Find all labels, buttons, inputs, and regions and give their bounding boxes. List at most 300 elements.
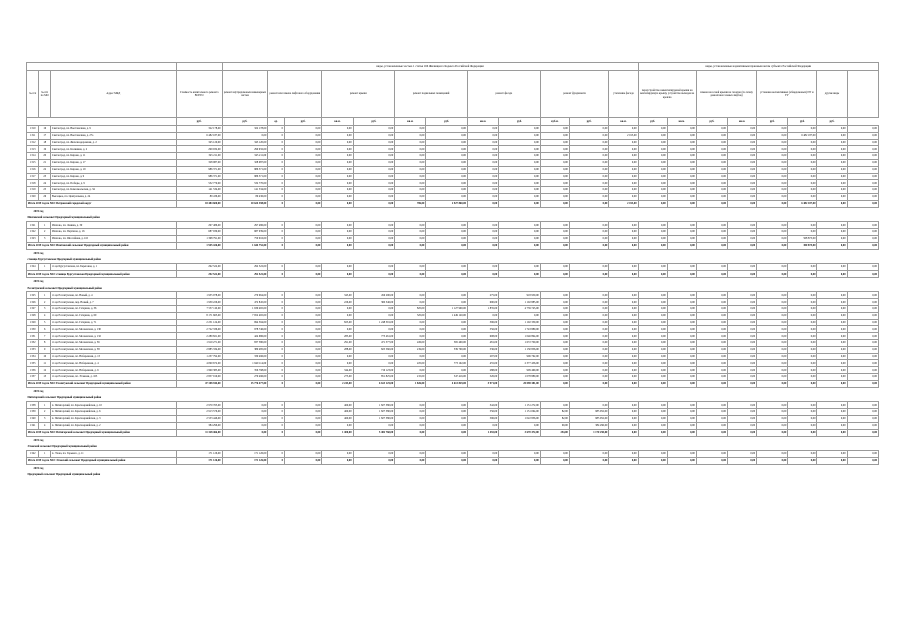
value-cell-basea: 0,00 bbox=[395, 242, 426, 250]
value-cell-ins: 0,00 bbox=[609, 367, 638, 374]
value-cell-other: 0,00 bbox=[817, 187, 847, 194]
value-cell-rca: 0,00 bbox=[638, 374, 667, 381]
value-cell-roofc: 1 248 391,00 bbox=[353, 319, 395, 326]
row-address: Светлоград, пл. Комсомольская, д. 34 bbox=[50, 187, 176, 194]
value-cell-facc: 0,00 bbox=[499, 139, 541, 146]
value-cell-total: 328 987,00 bbox=[176, 159, 222, 166]
value-cell-elc: 0,00 bbox=[284, 346, 321, 353]
value-cell-gasa: 0,00 bbox=[696, 340, 727, 347]
value-cell-rca: 0,00 bbox=[638, 139, 667, 146]
value-cell-ins: 0,00 bbox=[609, 374, 638, 381]
value-cell-gasc: 0,00 bbox=[728, 126, 757, 133]
value-cell-other: 0,00 bbox=[817, 229, 847, 236]
value-cell-basea: 0,00 bbox=[395, 292, 426, 299]
unit-cell: руб. bbox=[757, 118, 788, 126]
col-no-mo: № п/п по МО bbox=[39, 71, 50, 118]
row-address: ст-ца Ессентукская, пл. Новый, д. 4 bbox=[50, 292, 176, 299]
value-cell-ins: 0,00 bbox=[609, 306, 638, 313]
value-cell-elc: 0,00 bbox=[284, 319, 321, 326]
header-columns-row bbox=[27, 71, 879, 118]
value-cell-gasc: 0,00 bbox=[728, 146, 757, 153]
unit-cell: кв.м. bbox=[609, 118, 638, 126]
total-label: Итого 2019 год по МО: станица Бургуставская Предгорный муниципальный район bbox=[27, 270, 177, 278]
col-elevator: ремонт или замена лифтового оборудования bbox=[268, 71, 322, 118]
value-cell-gasc: 0,00 bbox=[728, 402, 757, 409]
value-cell-elc: 0,00 bbox=[284, 222, 321, 229]
value-cell-faca: 342,00 bbox=[467, 402, 498, 409]
value-cell-eng: 171 126,00 bbox=[222, 457, 268, 465]
value-cell-facc: 0,00 bbox=[499, 166, 541, 173]
value-cell-total: 292 522,00 bbox=[176, 270, 222, 278]
value-cell-elc: 0,00 bbox=[284, 333, 321, 340]
row-no-mo: 11 bbox=[39, 360, 50, 367]
row-no: 1320 bbox=[27, 193, 39, 200]
value-cell-faca: 690,00 bbox=[467, 299, 498, 306]
value-cell-facc: 0,00 bbox=[499, 264, 541, 271]
table-row bbox=[27, 374, 879, 381]
row-no-mo: 22 bbox=[39, 166, 50, 173]
value-cell-elc: 0,00 bbox=[284, 451, 321, 458]
total-label: Итого 2019 год по МО: Петровский городской округ bbox=[27, 200, 177, 208]
value-cell-funda: 0,00 bbox=[540, 340, 569, 347]
value-cell-basec: 0,00 bbox=[426, 326, 468, 333]
value-cell-metersa: 0,00 bbox=[757, 242, 788, 250]
value-cell-faca: 0,00 bbox=[467, 235, 498, 242]
value-cell-gasc: 0,00 bbox=[728, 367, 757, 374]
value-cell-other: 0,00 bbox=[817, 422, 847, 429]
header-blank bbox=[847, 71, 878, 118]
value-cell-roofc: 1 827 380,00 bbox=[353, 415, 395, 422]
unit-cell: кв.м. bbox=[728, 118, 757, 126]
value-cell-facc: 1 102 339,00 bbox=[499, 319, 541, 326]
value-cell-el: 0 bbox=[268, 409, 285, 416]
value-cell-basec: 0,00 bbox=[426, 235, 468, 242]
value-cell-metersa: 0,00 bbox=[757, 222, 788, 229]
value-cell-roofa: 0,00 bbox=[322, 222, 353, 229]
value-cell-gasc: 0,00 bbox=[728, 264, 757, 271]
value-cell-gasa: 0,00 bbox=[696, 299, 727, 306]
value-cell-other2: 0,00 bbox=[847, 242, 878, 250]
value-cell-roofa: 0,00 bbox=[322, 360, 353, 367]
value-cell-other: 0,00 bbox=[817, 374, 847, 381]
value-cell-total: 532 770,00 bbox=[176, 180, 222, 187]
value-cell-roofc: 0,00 bbox=[353, 222, 395, 229]
table-row bbox=[27, 235, 879, 242]
value-cell-faca: 5 971,00 bbox=[467, 380, 498, 388]
table-row bbox=[27, 422, 879, 429]
value-cell-ins: 0,00 bbox=[609, 457, 638, 465]
value-cell-basec: 547 416,00 bbox=[426, 374, 468, 381]
row-address: ст-ца Ессентукская, пл. Московская, д. 130 bbox=[50, 326, 176, 333]
value-cell-basea: 0,00 bbox=[395, 429, 426, 437]
value-cell-eng: 292 522,00 bbox=[222, 264, 268, 271]
table-row bbox=[27, 187, 879, 194]
row-no-mo: 24 bbox=[39, 180, 50, 187]
value-cell-roofa: 0,00 bbox=[322, 139, 353, 146]
value-cell-ins: 0,00 bbox=[609, 180, 638, 187]
value-cell-gasc: 0,00 bbox=[728, 306, 757, 313]
value-cell-elc: 0,00 bbox=[284, 374, 321, 381]
col-basement: ремонт подвальных помещений bbox=[395, 71, 468, 118]
value-cell-elc: 0,00 bbox=[284, 159, 321, 166]
value-cell-ins: 0,00 bbox=[609, 340, 638, 347]
value-cell-facc: 906 762,00 bbox=[499, 353, 541, 360]
value-cell-facc: 0,00 bbox=[499, 180, 541, 187]
value-cell-metersa: 0,00 bbox=[757, 153, 788, 160]
value-cell-basec: 0,00 bbox=[426, 402, 468, 409]
row-no: 1316 bbox=[27, 166, 39, 173]
value-cell-roofc: 1 827 380,00 bbox=[353, 409, 395, 416]
row-no-mo: 19 bbox=[39, 146, 50, 153]
value-cell-other: 0,00 bbox=[817, 346, 847, 353]
row-no: 1324 bbox=[27, 264, 39, 271]
year-blank bbox=[50, 437, 878, 444]
row-no-mo: 1 bbox=[39, 264, 50, 271]
value-cell-other: 0,00 bbox=[817, 380, 847, 388]
value-cell-total: 141 534,00 bbox=[176, 187, 222, 194]
value-cell-meters: 0,00 bbox=[788, 415, 817, 422]
value-cell-basea: 0,00 bbox=[395, 229, 426, 236]
value-cell-facc: 0,00 bbox=[499, 222, 541, 229]
header-blank bbox=[176, 63, 222, 71]
value-cell-basea: 215,00 bbox=[395, 374, 426, 381]
value-cell-funda: 0,00 bbox=[540, 374, 569, 381]
table-row bbox=[27, 306, 879, 313]
value-cell-rcc: 0,00 bbox=[667, 402, 696, 409]
row-address: Светлоград, пл. Кирова, д. 17 bbox=[50, 159, 176, 166]
total-row bbox=[27, 429, 879, 437]
value-cell-eng: 389 485,00 bbox=[222, 346, 268, 353]
year-label: 2019 год bbox=[33, 280, 44, 284]
value-cell-gasc: 0,00 bbox=[728, 346, 757, 353]
value-cell-roofa: 275,00 bbox=[322, 374, 353, 381]
value-cell-elc: 0,00 bbox=[284, 299, 321, 306]
value-cell-basea: 0,00 bbox=[395, 402, 426, 409]
value-cell-faca: 536,00 bbox=[467, 346, 498, 353]
value-cell-roofa: 2 243,00 bbox=[322, 380, 353, 388]
row-no: 1315 bbox=[27, 159, 39, 166]
value-cell-rcc: 0,00 bbox=[667, 312, 696, 319]
value-cell-faca: 0,00 bbox=[467, 139, 498, 146]
value-cell-rcc: 0,00 bbox=[667, 242, 696, 250]
value-cell-total: 2 289 821,00 bbox=[176, 333, 222, 340]
value-cell-total: 11 328 466,00 bbox=[176, 429, 222, 437]
value-cell-other2: 0,00 bbox=[847, 340, 878, 347]
row-no: 1323 bbox=[27, 235, 39, 242]
value-cell-funda: 0,00 bbox=[540, 306, 569, 313]
value-cell-gasc: 0,00 bbox=[728, 457, 757, 465]
value-cell-el: 0 bbox=[268, 235, 285, 242]
value-cell-metersa: 0,00 bbox=[757, 166, 788, 173]
value-cell-faca: 0,00 bbox=[467, 159, 498, 166]
value-cell-basec: 0,00 bbox=[426, 180, 468, 187]
value-cell-other: 0,00 bbox=[817, 139, 847, 146]
value-cell-roofa: 226,00 bbox=[322, 299, 353, 306]
value-cell-other2: 0,00 bbox=[847, 299, 878, 306]
row-no: 1317 bbox=[27, 173, 39, 180]
year-blank bbox=[50, 278, 878, 285]
unit-cell: кв.м. bbox=[395, 118, 426, 126]
value-cell-rcc: 0,00 bbox=[667, 346, 696, 353]
value-cell-fundc: 0,00 bbox=[569, 367, 609, 374]
value-cell-faca: 526,00 bbox=[467, 374, 498, 381]
value-cell-rca: 0,00 bbox=[638, 200, 667, 208]
value-cell-metersa: 0,00 bbox=[757, 374, 788, 381]
value-cell-basea: 226,00 bbox=[395, 340, 426, 347]
value-cell-gasc: 0,00 bbox=[728, 187, 757, 194]
value-cell-rcc: 0,00 bbox=[667, 132, 696, 139]
value-cell-metersa: 0,00 bbox=[757, 306, 788, 313]
value-cell-rcc: 0,00 bbox=[667, 180, 696, 187]
value-cell-el: 0 bbox=[268, 180, 285, 187]
value-cell-other2: 0,00 bbox=[847, 187, 878, 194]
value-cell-el: 0 bbox=[268, 173, 285, 180]
year-blank bbox=[50, 208, 878, 215]
value-cell-faca: 0,00 bbox=[467, 312, 498, 319]
row-no-mo: 23 bbox=[39, 173, 50, 180]
value-cell-ins: 0,00 bbox=[609, 333, 638, 340]
value-cell-ins: 0,00 bbox=[609, 153, 638, 160]
total-row bbox=[27, 200, 879, 208]
value-cell-rca: 0,00 bbox=[638, 166, 667, 173]
value-cell-rcc: 0,00 bbox=[667, 153, 696, 160]
unit-cell: кв.м. bbox=[322, 118, 353, 126]
value-cell-roofc: 471 377,00 bbox=[353, 340, 395, 347]
value-cell-roofc: 0,00 bbox=[353, 270, 395, 278]
value-cell-basea: 0,00 bbox=[395, 173, 426, 180]
value-cell-gasa: 0,00 bbox=[696, 457, 727, 465]
value-cell-rcc: 0,00 bbox=[667, 200, 696, 208]
year-label: 2019 год bbox=[33, 209, 44, 213]
value-cell-fundc: 985 952,00 bbox=[569, 415, 609, 422]
value-cell-roofc: 0,00 bbox=[353, 200, 395, 208]
value-cell-other2: 0,00 bbox=[847, 173, 878, 180]
value-cell-faca: 0,00 bbox=[467, 173, 498, 180]
value-cell-total: 297 486,00 bbox=[176, 222, 222, 229]
value-cell-elc: 0,00 bbox=[284, 367, 321, 374]
col-other: другие виды bbox=[817, 71, 847, 118]
value-cell-gasc: 0,00 bbox=[728, 173, 757, 180]
row-no-mo: 18 bbox=[39, 139, 50, 146]
value-cell-basec: 0,00 bbox=[426, 270, 468, 278]
row-address: ст-ца Ессентукская, пл. Московская, д. 36 bbox=[50, 340, 176, 347]
value-cell-funda: 0,00 bbox=[540, 380, 569, 388]
value-cell-faca: 596,00 bbox=[467, 415, 498, 422]
value-cell-roofc: 0,00 bbox=[353, 180, 395, 187]
value-cell-gasc: 0,00 bbox=[728, 374, 757, 381]
value-cell-other: 0,00 bbox=[817, 457, 847, 465]
value-cell-meters: 0,00 bbox=[788, 306, 817, 313]
value-cell-roofa: 825,00 bbox=[322, 319, 353, 326]
value-cell-other2: 0,00 bbox=[847, 360, 878, 367]
table-row bbox=[27, 264, 879, 271]
value-cell-total: 986 371,00 bbox=[176, 173, 222, 180]
value-cell-rca: 0,00 bbox=[638, 367, 667, 374]
value-cell-gasa: 0,00 bbox=[696, 360, 727, 367]
row-no-mo: 4 bbox=[39, 422, 50, 429]
value-cell-basec: 1 127 900,00 bbox=[426, 306, 468, 313]
table-row bbox=[27, 139, 879, 146]
value-cell-funda: 0,00 bbox=[540, 367, 569, 374]
value-cell-basea: 0,00 bbox=[395, 299, 426, 306]
value-cell-rca: 0,00 bbox=[638, 422, 667, 429]
value-cell-gasa: 0,00 bbox=[696, 415, 727, 422]
value-cell-gasc: 0,00 bbox=[728, 222, 757, 229]
value-cell-total: 2 857 919,00 bbox=[176, 374, 222, 381]
value-cell-fundc: 0,00 bbox=[569, 139, 609, 146]
value-cell-funda: 0,00 bbox=[540, 229, 569, 236]
value-cell-meters: 0,00 bbox=[788, 180, 817, 187]
value-cell-faca: 1 492,00 bbox=[467, 429, 498, 437]
value-cell-rcc: 0,00 bbox=[667, 159, 696, 166]
value-cell-rcc: 0,00 bbox=[667, 451, 696, 458]
value-cell-gasa: 0,00 bbox=[696, 292, 727, 299]
value-cell-funda: 0,00 bbox=[540, 187, 569, 194]
value-cell-faca: 481,00 bbox=[467, 340, 498, 347]
value-cell-other: 0,00 bbox=[817, 299, 847, 306]
value-cell-eng: 837 380,00 bbox=[222, 340, 268, 347]
value-cell-fundc: 0,00 bbox=[569, 326, 609, 333]
header-group-regional: виды, установленные нормативным правовым актом субъекта Российской Федерации bbox=[638, 63, 878, 71]
value-cell-gasc: 0,00 bbox=[728, 153, 757, 160]
row-no-mo: 5 bbox=[39, 319, 50, 326]
value-cell-roofc: 851 825,00 bbox=[353, 374, 395, 381]
value-cell-basec: 0,00 bbox=[426, 193, 468, 200]
value-cell-total: 1 990 385,00 bbox=[176, 367, 222, 374]
value-cell-el: 0 bbox=[268, 326, 285, 333]
value-cell-ins: 0,00 bbox=[609, 326, 638, 333]
value-cell-rcc: 0,00 bbox=[667, 360, 696, 367]
value-cell-facc: 3 670 472,00 bbox=[499, 429, 541, 437]
value-cell-other2: 0,00 bbox=[847, 132, 878, 139]
value-cell-roofc: 0,00 bbox=[353, 187, 395, 194]
value-cell-other: 0,00 bbox=[817, 340, 847, 347]
value-cell-other2: 0,00 bbox=[847, 306, 878, 313]
row-no-mo: 1 bbox=[39, 292, 50, 299]
value-cell-eng: 986 371,00 bbox=[222, 166, 268, 173]
value-cell-faca: 0,00 bbox=[467, 200, 498, 208]
value-cell-eng: 89 436,00 bbox=[222, 193, 268, 200]
group-title-row bbox=[27, 285, 879, 292]
value-cell-eng: 0,00 bbox=[222, 409, 268, 416]
table-row bbox=[27, 126, 879, 133]
value-cell-roofa: 0,00 bbox=[322, 326, 353, 333]
value-cell-roofc: 0,00 bbox=[353, 422, 395, 429]
value-cell-basea: 0,00 bbox=[395, 353, 426, 360]
row-no-mo: 25 bbox=[39, 187, 50, 194]
value-cell-other2: 0,00 bbox=[847, 326, 878, 333]
value-cell-other2: 0,00 bbox=[847, 159, 878, 166]
value-cell-rca: 0,00 bbox=[638, 173, 667, 180]
value-cell-roofc: 0,00 bbox=[353, 312, 395, 319]
value-cell-ins: 0,00 bbox=[609, 270, 638, 278]
value-cell-meters: 0,00 bbox=[788, 312, 817, 319]
value-cell-faca: 396,00 bbox=[467, 319, 498, 326]
value-cell-rca: 0,00 bbox=[638, 409, 667, 416]
value-cell-fundc: 0,00 bbox=[569, 360, 609, 367]
value-cell-roofa: 0,00 bbox=[322, 166, 353, 173]
value-cell-rca: 0,00 bbox=[638, 242, 667, 250]
value-cell-other: 0,00 bbox=[817, 180, 847, 187]
value-cell-el: 0 bbox=[268, 319, 285, 326]
value-cell-eng: 345 120,00 bbox=[222, 139, 268, 146]
value-cell-faca: 0,00 bbox=[467, 132, 498, 139]
value-cell-ins: 0,00 bbox=[609, 380, 638, 388]
row-no: 1326 bbox=[27, 299, 39, 306]
value-cell-rca: 0,00 bbox=[638, 415, 667, 422]
value-cell-gasa: 0,00 bbox=[696, 380, 727, 388]
value-cell-other: 0,00 bbox=[817, 451, 847, 458]
value-cell-facc: 0,00 bbox=[499, 126, 541, 133]
value-cell-rca: 0,00 bbox=[638, 229, 667, 236]
value-cell-roofa: 0,00 bbox=[322, 235, 353, 242]
value-cell-roofc: 0,00 bbox=[353, 132, 395, 139]
row-address: ст-ца Ессентукская, пл. Набережная, д. 6 bbox=[50, 367, 176, 374]
value-cell-eng: 694 394,00 bbox=[222, 319, 268, 326]
value-cell-faca: 0,00 bbox=[467, 451, 498, 458]
value-cell-gasa: 0,00 bbox=[696, 451, 727, 458]
value-cell-facc: 1 022 836,00 bbox=[499, 415, 541, 422]
value-cell-meters: 0,00 bbox=[788, 166, 817, 173]
unit-cell: руб. bbox=[569, 118, 609, 126]
row-address: ст-ца Ессентукская, пл. Гагарина, д. 69 bbox=[50, 312, 176, 319]
year-blank bbox=[50, 465, 878, 472]
value-cell-rca: 0,00 bbox=[638, 146, 667, 153]
value-cell-roofa: 0,00 bbox=[322, 312, 353, 319]
value-cell-basec: 0,00 bbox=[426, 422, 468, 429]
table-row bbox=[27, 180, 879, 187]
value-cell-roofc: 5 482 760,00 bbox=[353, 429, 395, 437]
value-cell-el: 0 bbox=[268, 451, 285, 458]
row-address: Светлоград, пл. Калинина, д. 2 bbox=[50, 146, 176, 153]
value-cell-metersa: 0,00 bbox=[757, 451, 788, 458]
value-cell-facc: 1 130 856,00 bbox=[499, 346, 541, 353]
value-cell-metersa: 0,00 bbox=[757, 409, 788, 416]
row-no-mo: 17 bbox=[39, 132, 50, 139]
value-cell-funda: 0,00 bbox=[540, 326, 569, 333]
value-cell-basea: 219,00 bbox=[395, 346, 426, 353]
value-cell-roofc: 0,00 bbox=[353, 139, 395, 146]
value-cell-ins: 0,00 bbox=[609, 429, 638, 437]
value-cell-rcc: 0,00 bbox=[667, 193, 696, 200]
value-cell-el: 0 bbox=[268, 422, 285, 429]
value-cell-basec: 0,00 bbox=[426, 222, 468, 229]
value-cell-eng: 141 534,00 bbox=[222, 187, 268, 194]
row-no: 1312 bbox=[27, 139, 39, 146]
value-cell-rca: 0,00 bbox=[638, 333, 667, 340]
value-cell-eng: 356 798,00 bbox=[222, 367, 268, 374]
value-cell-facc: 4 739 745,00 bbox=[499, 306, 541, 313]
value-cell-elc: 0,00 bbox=[284, 126, 321, 133]
value-cell-basea: 225,00 bbox=[395, 360, 426, 367]
value-cell-gasa: 0,00 bbox=[696, 270, 727, 278]
unit-cell: кв.м. bbox=[467, 118, 498, 126]
value-cell-fundc: 0,00 bbox=[569, 146, 609, 153]
value-cell-el: 0 bbox=[268, 187, 285, 194]
value-cell-facc: 1 672 700,00 bbox=[499, 340, 541, 347]
value-cell-metersa: 0,00 bbox=[757, 326, 788, 333]
value-cell-gasa: 0,00 bbox=[696, 367, 727, 374]
value-cell-roofc: 0,00 bbox=[353, 306, 395, 313]
value-cell-total: 1 939 226,00 bbox=[176, 299, 222, 306]
value-cell-fundc: 0,00 bbox=[569, 270, 609, 278]
unit-cell: руб. bbox=[426, 118, 468, 126]
table-row bbox=[27, 409, 879, 416]
value-cell-total: 292 522,00 bbox=[176, 264, 222, 271]
value-cell-basec: 2 927 860,00 bbox=[426, 200, 468, 208]
value-cell-basea: 325,00 bbox=[395, 312, 426, 319]
value-cell-roofc: 0,00 bbox=[353, 451, 395, 458]
